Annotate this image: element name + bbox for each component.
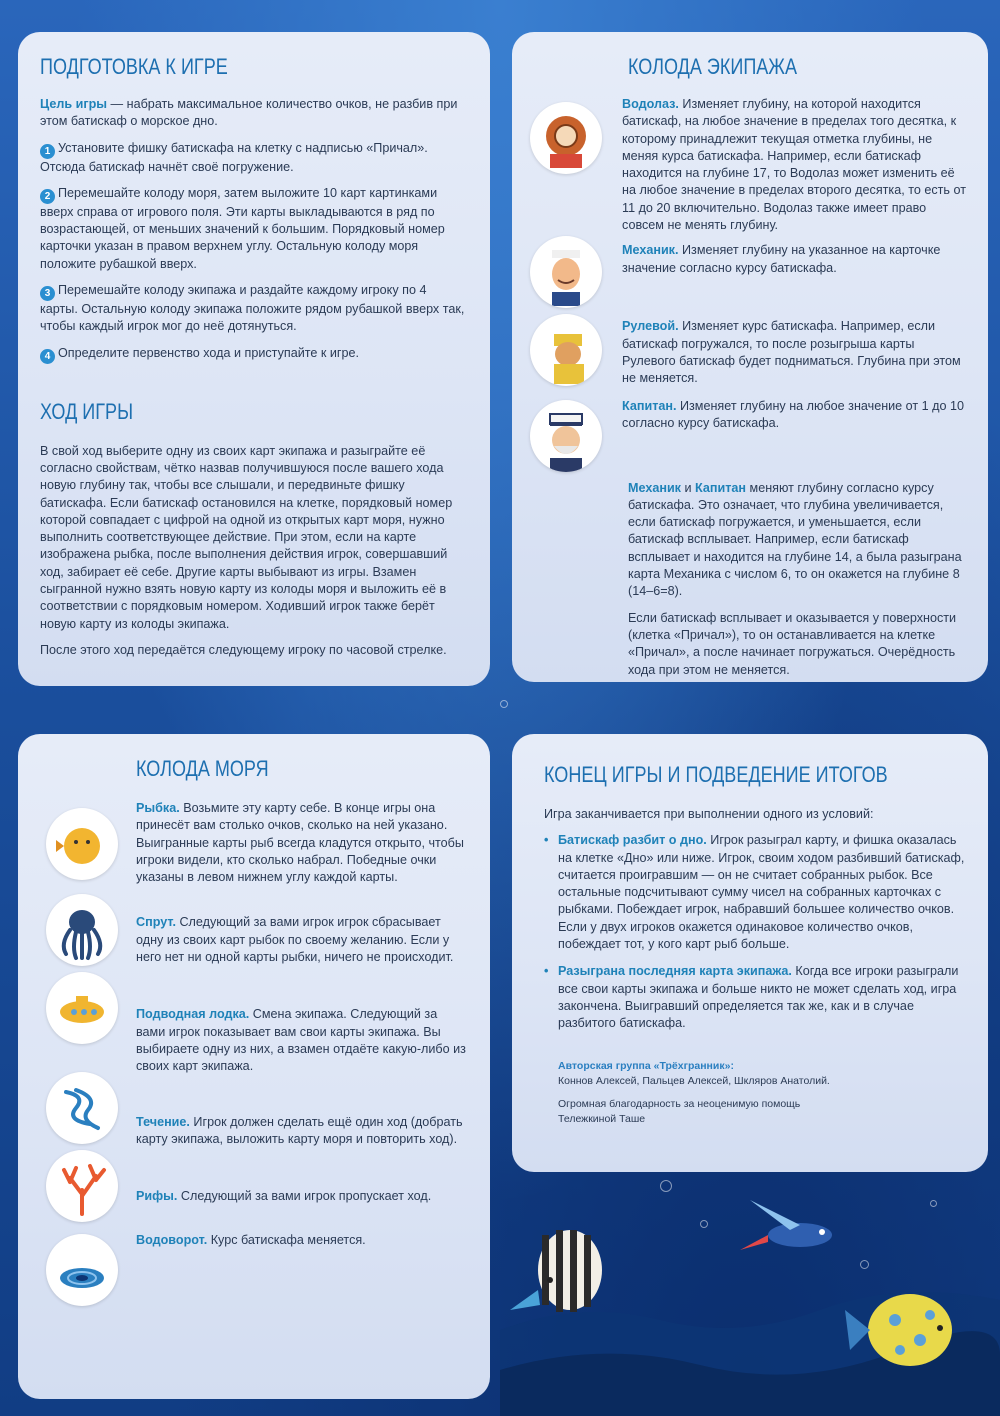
card-text: Игрок должен сделать ещё один ход (добрать карту экипажа, выложить карту моря и повторить ход). bbox=[136, 1114, 463, 1146]
connector-text: и bbox=[681, 480, 696, 495]
current-icon bbox=[46, 1072, 118, 1144]
card-text: Изменяет курс батискафа. Например, если батискаф погружался, то после розыгрыша карты Рулевого батискаф будет подниматься. Глубина при этом не меняется. bbox=[622, 319, 961, 386]
rules-panel-crew-deck bbox=[512, 32, 988, 682]
card-text: Смена экипажа. Следующий за вами игрок показывает вам свои карты экипажа. Вы выбираете одну из них, а взамен отдаёте какую-либо из своих карт экипажа. bbox=[136, 1007, 466, 1074]
crew-card-row bbox=[530, 242, 968, 308]
octopus-icon bbox=[46, 894, 118, 966]
end-condition bbox=[544, 963, 968, 1032]
turn-paragraph: В свой ход выберите одну из своих карт экипажа и разыграйте её согласно свойствам, чётко назвав получившуюся после вашего хода новую глубину так, чтобы все слышали, и передвиньте фишку батискафа. Если батискаф остановился на клетке, порядковый номер которой совпадает с цифрой на одной из открытых карт моря, нужно выполнить соответствующее действие. При этом, если на карте изображена рыбка, после выполнения действия игрок, совершавший ход, забирает её себе. Другие карты выбывают из игры. Взамен сыгранной нужно взять новую карту из колоды моря и выложить её в соответствии с порядковым номером. Ходивший игрок также берёт новую карту из колоды экипажа. bbox=[40, 443, 453, 631]
pufferfish-icon bbox=[46, 808, 118, 880]
condition-name: Батискаф разбит о дно. bbox=[558, 833, 707, 848]
card-text: Следующий за вами игрок пропускает ход. bbox=[177, 1189, 432, 1204]
card-name: Рыбка. bbox=[136, 801, 180, 815]
condition-text: Игрок разыграл карту, и фишка оказалась на клетке «Дно» или ниже. Игрок, своим ходом разбивший батискаф, считается проигравшим — он не считает собранных рыбок. Все остальные подсчитывают сумму чисел на собранных карточках с рыбками. Побеждает игрок, набравший большее количество очков. Если у двух игроков окажется одинаковое количество очков, побеждает тот, у кого карт рыб больше. bbox=[558, 833, 965, 952]
end-intro: Игра заканчивается при выполнении одного из условий: bbox=[544, 807, 874, 821]
step-number-badge: 1 bbox=[40, 144, 55, 159]
card-name: Рулевой. bbox=[622, 319, 679, 334]
step-text: Определите первенство хода и приступайте к игре. bbox=[58, 345, 360, 360]
sea-card-row bbox=[46, 1230, 468, 1306]
condition-text: Когда все игроки разыграли все свои карты экипажа и больше никто не может сделать ход, игра закончена. Выигравший определяется так же, как и в случае разбитого батискафа. bbox=[558, 964, 959, 1031]
step-text: Установите фишку батискафа на клетку с надписью «Причал». Отсюда батискаф начнёт своё погружение. bbox=[40, 140, 428, 174]
section-title: ПОДГОТОВКА К ИГРЕ bbox=[40, 54, 228, 79]
step-number-badge: 3 bbox=[40, 286, 55, 301]
credits-names: Коннов Алексей, Пальцев Алексей, Шкляров Анатолий. bbox=[558, 1074, 830, 1087]
thanks-line: Огромная благодарность за неоценимую помощь bbox=[558, 1097, 801, 1110]
card-name: Водолаз. bbox=[622, 97, 679, 111]
setup-step bbox=[40, 185, 466, 273]
angelfish-icon bbox=[510, 1230, 602, 1312]
sea-card-row bbox=[46, 1086, 468, 1149]
card-text: Курс батискафа меняется. bbox=[207, 1233, 366, 1248]
section-title: КОЛОДА МОРЯ bbox=[136, 756, 269, 781]
sea-card-row bbox=[46, 896, 468, 966]
coral-icon bbox=[46, 1150, 118, 1222]
rules-panel-sea-deck bbox=[18, 734, 490, 1399]
card-text: Следующий за вами игрок игрок сбрасывает одну из своих карт рыбок по своему желанию. Если у него нет ни одной карты рыбки, ничего не происходит. bbox=[136, 915, 454, 965]
section-title: КОНЕЦ ИГРЫ И ПОДВЕДЕНИЕ ИТОГОВ bbox=[544, 762, 888, 787]
mechanic-icon bbox=[530, 236, 602, 308]
submarine-icon bbox=[46, 972, 118, 1044]
captain-icon bbox=[530, 400, 602, 472]
card-text: Изменяет глубину на любое значение от 1 до 10 согласно курсу батискафа. bbox=[622, 398, 965, 430]
goal-label: Цель игры bbox=[40, 97, 108, 111]
combo-text: меняют глубину согласно курсу батискафа. Это означает, что глубина увеличивается, если батискаф погружается, и уменьшается, если батискаф всплывает. Например, если батискаф всплывает и находится на глубине 14, а была разыграна карта Механика с числом 6, то он окажется на глубине 8 (14–6=8). bbox=[628, 480, 962, 599]
diver-icon bbox=[530, 102, 602, 174]
sea-card-row bbox=[46, 1154, 468, 1222]
whirlpool-icon bbox=[46, 1234, 118, 1306]
sea-card-row bbox=[46, 976, 468, 1075]
section-title: КОЛОДА ЭКИПАЖА bbox=[628, 54, 798, 79]
card-name: Водоворот. bbox=[136, 1233, 208, 1248]
end-condition bbox=[544, 832, 968, 953]
card-name: Механик. bbox=[622, 243, 679, 258]
step-text: Перемешайте колоду моря, затем выложите 10 карт картинками вверх справа от игрового поля. Эти карты выкладываются в ряд по возрастающей, от меньших значений к большим. Порядковый номер карточки указан в правом верхнем углу. Остальную колоду моря положите рубашкой вверх. bbox=[40, 185, 445, 271]
goal-text: — набрать максимальное количество очков, не разбив при этом батискаф о морское дно. bbox=[40, 97, 458, 129]
flying-fish-icon bbox=[740, 1200, 832, 1250]
turn-paragraph: После этого ход передаётся следующему игроку по часовой стрелке. bbox=[40, 642, 447, 657]
card-name: Подводная лодка. bbox=[136, 1007, 250, 1022]
card-name: Рифы. bbox=[136, 1189, 178, 1204]
credits bbox=[544, 1059, 968, 1127]
sea-card-row bbox=[46, 800, 468, 886]
credits-heading: Авторская группа «Трёхгранник»: bbox=[558, 1059, 734, 1072]
rules-panel-setup bbox=[18, 32, 490, 686]
combo-paragraph bbox=[628, 480, 968, 601]
card-name: Течение. bbox=[136, 1114, 190, 1129]
surface-paragraph: Если батискаф всплывает и оказывается у поверхности (клетка «Причал»), то он останавливается на клетке «Причал», а после начинает погружаться. Очерёдность хода при этом не меняется. bbox=[628, 610, 957, 677]
card-name: Механик bbox=[628, 480, 681, 495]
card-name: Капитан. bbox=[622, 398, 677, 413]
step-text: Перемешайте колоду экипажа и раздайте каждому игроку по 4 карты. Остальную колоду экипажа положите рядом рубашкой вверх так, чтобы каждый игрок мог до неё дотянуться. bbox=[40, 283, 465, 334]
setup-step bbox=[40, 282, 466, 336]
fish-scene-illustration bbox=[500, 1180, 1000, 1416]
helmsman-icon bbox=[530, 314, 602, 386]
bubble-icon bbox=[500, 700, 508, 708]
setup-step bbox=[40, 345, 466, 364]
thanks-line: Тележкиной Таше bbox=[558, 1112, 646, 1125]
condition-name: Разыграна последняя карта экипажа. bbox=[558, 964, 792, 979]
section-title: ХОД ИГРЫ bbox=[40, 398, 134, 424]
goal-paragraph bbox=[40, 96, 466, 131]
card-text: Возьмите эту карту себе. В конце игры она принесёт вам столько очков, сколько на ней указано. Выигранные карты рыб всегда кладутся открыто, чтобы игроки видели, кто сколько набрал. Победные очки указаны в левом нижнем углу каждой карты. bbox=[136, 801, 464, 885]
step-number-badge: 2 bbox=[40, 189, 55, 204]
setup-step bbox=[40, 140, 466, 176]
card-name: Спрут. bbox=[136, 915, 176, 930]
crew-card-row bbox=[530, 398, 968, 472]
rules-panel-end-game bbox=[512, 734, 988, 1172]
card-text: Изменяет глубину, на которой находится батискаф, на любое значение в пределах того десятка, к которому принадлежит текущая отметка глубины, не меняя курса батискафа. Например, если батискаф находится на глубине 17, то Водолаз может изменить её на любое значение в пределах второго десятка, то есть от 11 до 20 включительно. Водолаз также имеет право совсем не менять глубину. bbox=[622, 97, 966, 233]
step-number-badge: 4 bbox=[40, 349, 55, 364]
crew-card-row bbox=[530, 96, 968, 234]
card-name: Капитан bbox=[695, 480, 747, 495]
crew-card-row bbox=[530, 318, 968, 387]
card-text: Изменяет глубину на указанное на карточке значение согласно курсу батискафа. bbox=[622, 243, 941, 275]
